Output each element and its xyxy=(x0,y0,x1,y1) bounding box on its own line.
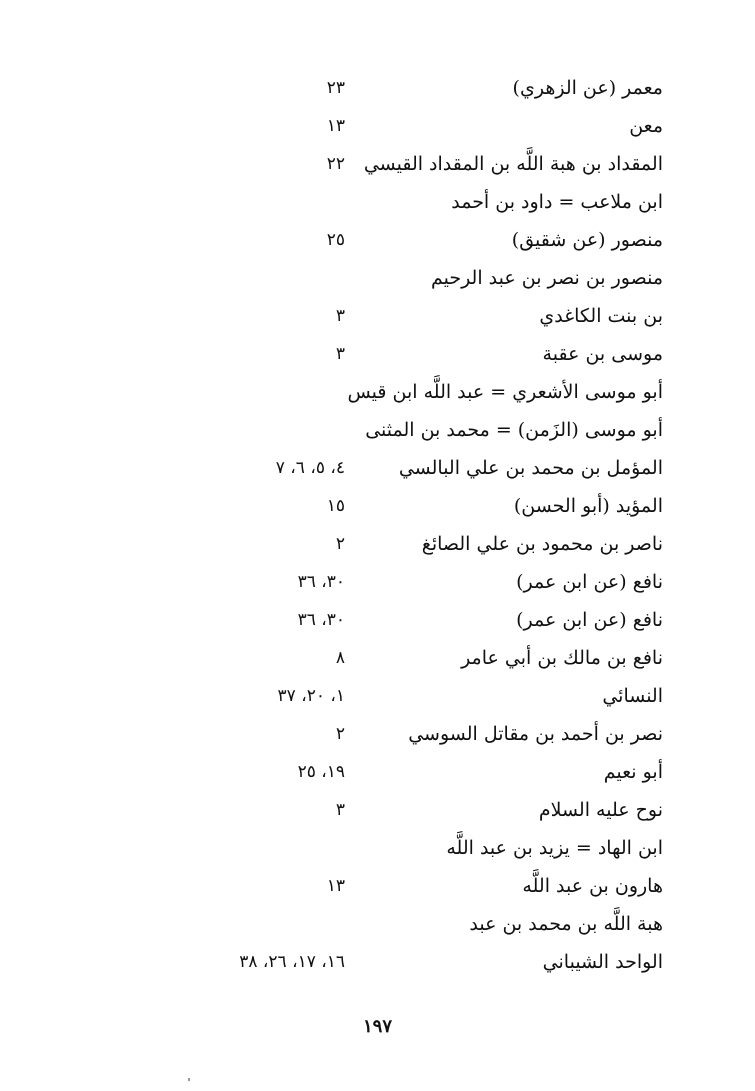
entry-page-refs: ٤، ٥، ٦، ٧ xyxy=(275,458,345,478)
index-entry xyxy=(0,908,755,946)
entry-page-refs: ١٥ xyxy=(326,496,345,516)
entry-name: نوح عليه السلام xyxy=(538,799,663,821)
entry-name: المؤمل بن محمد بن علي البالسي xyxy=(398,457,663,479)
entry-page-refs: ١٣ xyxy=(326,876,345,896)
index-entry xyxy=(0,186,755,224)
entry-name: بن بنت الكاغدي xyxy=(539,305,663,327)
entry-name: المؤيد (أبو الحسن) xyxy=(513,495,663,517)
entry-name: أبو نعيم xyxy=(603,761,663,783)
name-index-list xyxy=(0,72,755,984)
index-entry xyxy=(0,262,755,300)
index-entry xyxy=(0,794,755,832)
entry-name: منصور (عن شقيق) xyxy=(511,229,663,251)
entry-page-refs: ٣ xyxy=(335,344,345,364)
entry-name: موسى بن عقبة xyxy=(542,343,663,365)
index-entry xyxy=(0,300,755,338)
entry-page-refs: ٢٥ xyxy=(326,230,345,250)
entry-name: ابن الهاد = يزيد بن عبد اللَّه xyxy=(446,837,663,859)
entry-name: معمر (عن الزهري) xyxy=(512,77,663,99)
entry-page-refs: ٣ xyxy=(335,800,345,820)
entry-name: هارون بن عبد اللَّه xyxy=(522,875,663,897)
index-entry xyxy=(0,528,755,566)
index-entry xyxy=(0,376,755,414)
entry-page-refs: ٣٠، ٣٦ xyxy=(297,572,345,592)
entry-name: نافع (عن ابن عمر) xyxy=(516,609,663,631)
index-entry xyxy=(0,832,755,870)
index-entry xyxy=(0,566,755,604)
entry-page-refs: ١، ٢٠، ٣٧ xyxy=(277,686,345,706)
entry-name: نافع (عن ابن عمر) xyxy=(516,571,663,593)
page-number: ١٩٧ xyxy=(362,1016,392,1037)
entry-page-refs: ٢٢ xyxy=(326,154,345,174)
entry-name: ابن ملاعب = داود بن أحمد xyxy=(451,191,663,213)
index-entry xyxy=(0,642,755,680)
index-entry xyxy=(0,756,755,794)
entry-name: نافع بن مالك بن أبي عامر xyxy=(461,647,663,669)
index-entry xyxy=(0,680,755,718)
entry-name: أبو موسى (الزَمن) = محمد بن المثنى xyxy=(365,419,663,441)
scan-speck xyxy=(188,1078,190,1081)
entry-name: النسائي xyxy=(602,685,663,707)
index-entry xyxy=(0,72,755,110)
entry-page-refs: ١٣ xyxy=(326,116,345,136)
entry-page-refs: ٣ xyxy=(335,306,345,326)
entry-page-refs: ٣٠، ٣٦ xyxy=(297,610,345,630)
entry-name: المقداد بن هبة اللَّه بن المقداد القيسي xyxy=(363,153,663,175)
index-entry xyxy=(0,110,755,148)
index-entry xyxy=(0,870,755,908)
entry-name: منصور بن نصر بن عبد الرحيم xyxy=(430,267,663,289)
index-entry xyxy=(0,718,755,756)
entry-name: معن xyxy=(629,115,663,137)
entry-name: أبو موسى الأشعري = عبد اللَّه ابن قيس xyxy=(347,381,663,403)
entry-name: ناصر بن محمود بن علي الصائغ xyxy=(421,533,663,555)
entry-name: الواحد الشيباني xyxy=(542,951,663,973)
index-entry xyxy=(0,224,755,262)
entry-name: نصر بن أحمد بن مقاتل السوسي xyxy=(408,723,663,745)
index-entry xyxy=(0,148,755,186)
index-entry xyxy=(0,604,755,642)
index-entry xyxy=(0,452,755,490)
index-entry xyxy=(0,414,755,452)
index-entry xyxy=(0,946,755,984)
entry-page-refs: ١٦، ١٧، ٢٦، ٣٨ xyxy=(239,952,345,972)
entry-page-refs: ٨ xyxy=(335,648,345,668)
index-entry xyxy=(0,338,755,376)
entry-name: هبة اللَّه بن محمد بن عبد xyxy=(469,913,663,935)
index-entry xyxy=(0,490,755,528)
entry-page-refs: ٢ xyxy=(335,724,345,744)
entry-page-refs: ١٩، ٢٥ xyxy=(297,762,345,782)
entry-page-refs: ٢ xyxy=(335,534,345,554)
entry-page-refs: ٢٣ xyxy=(326,78,345,98)
